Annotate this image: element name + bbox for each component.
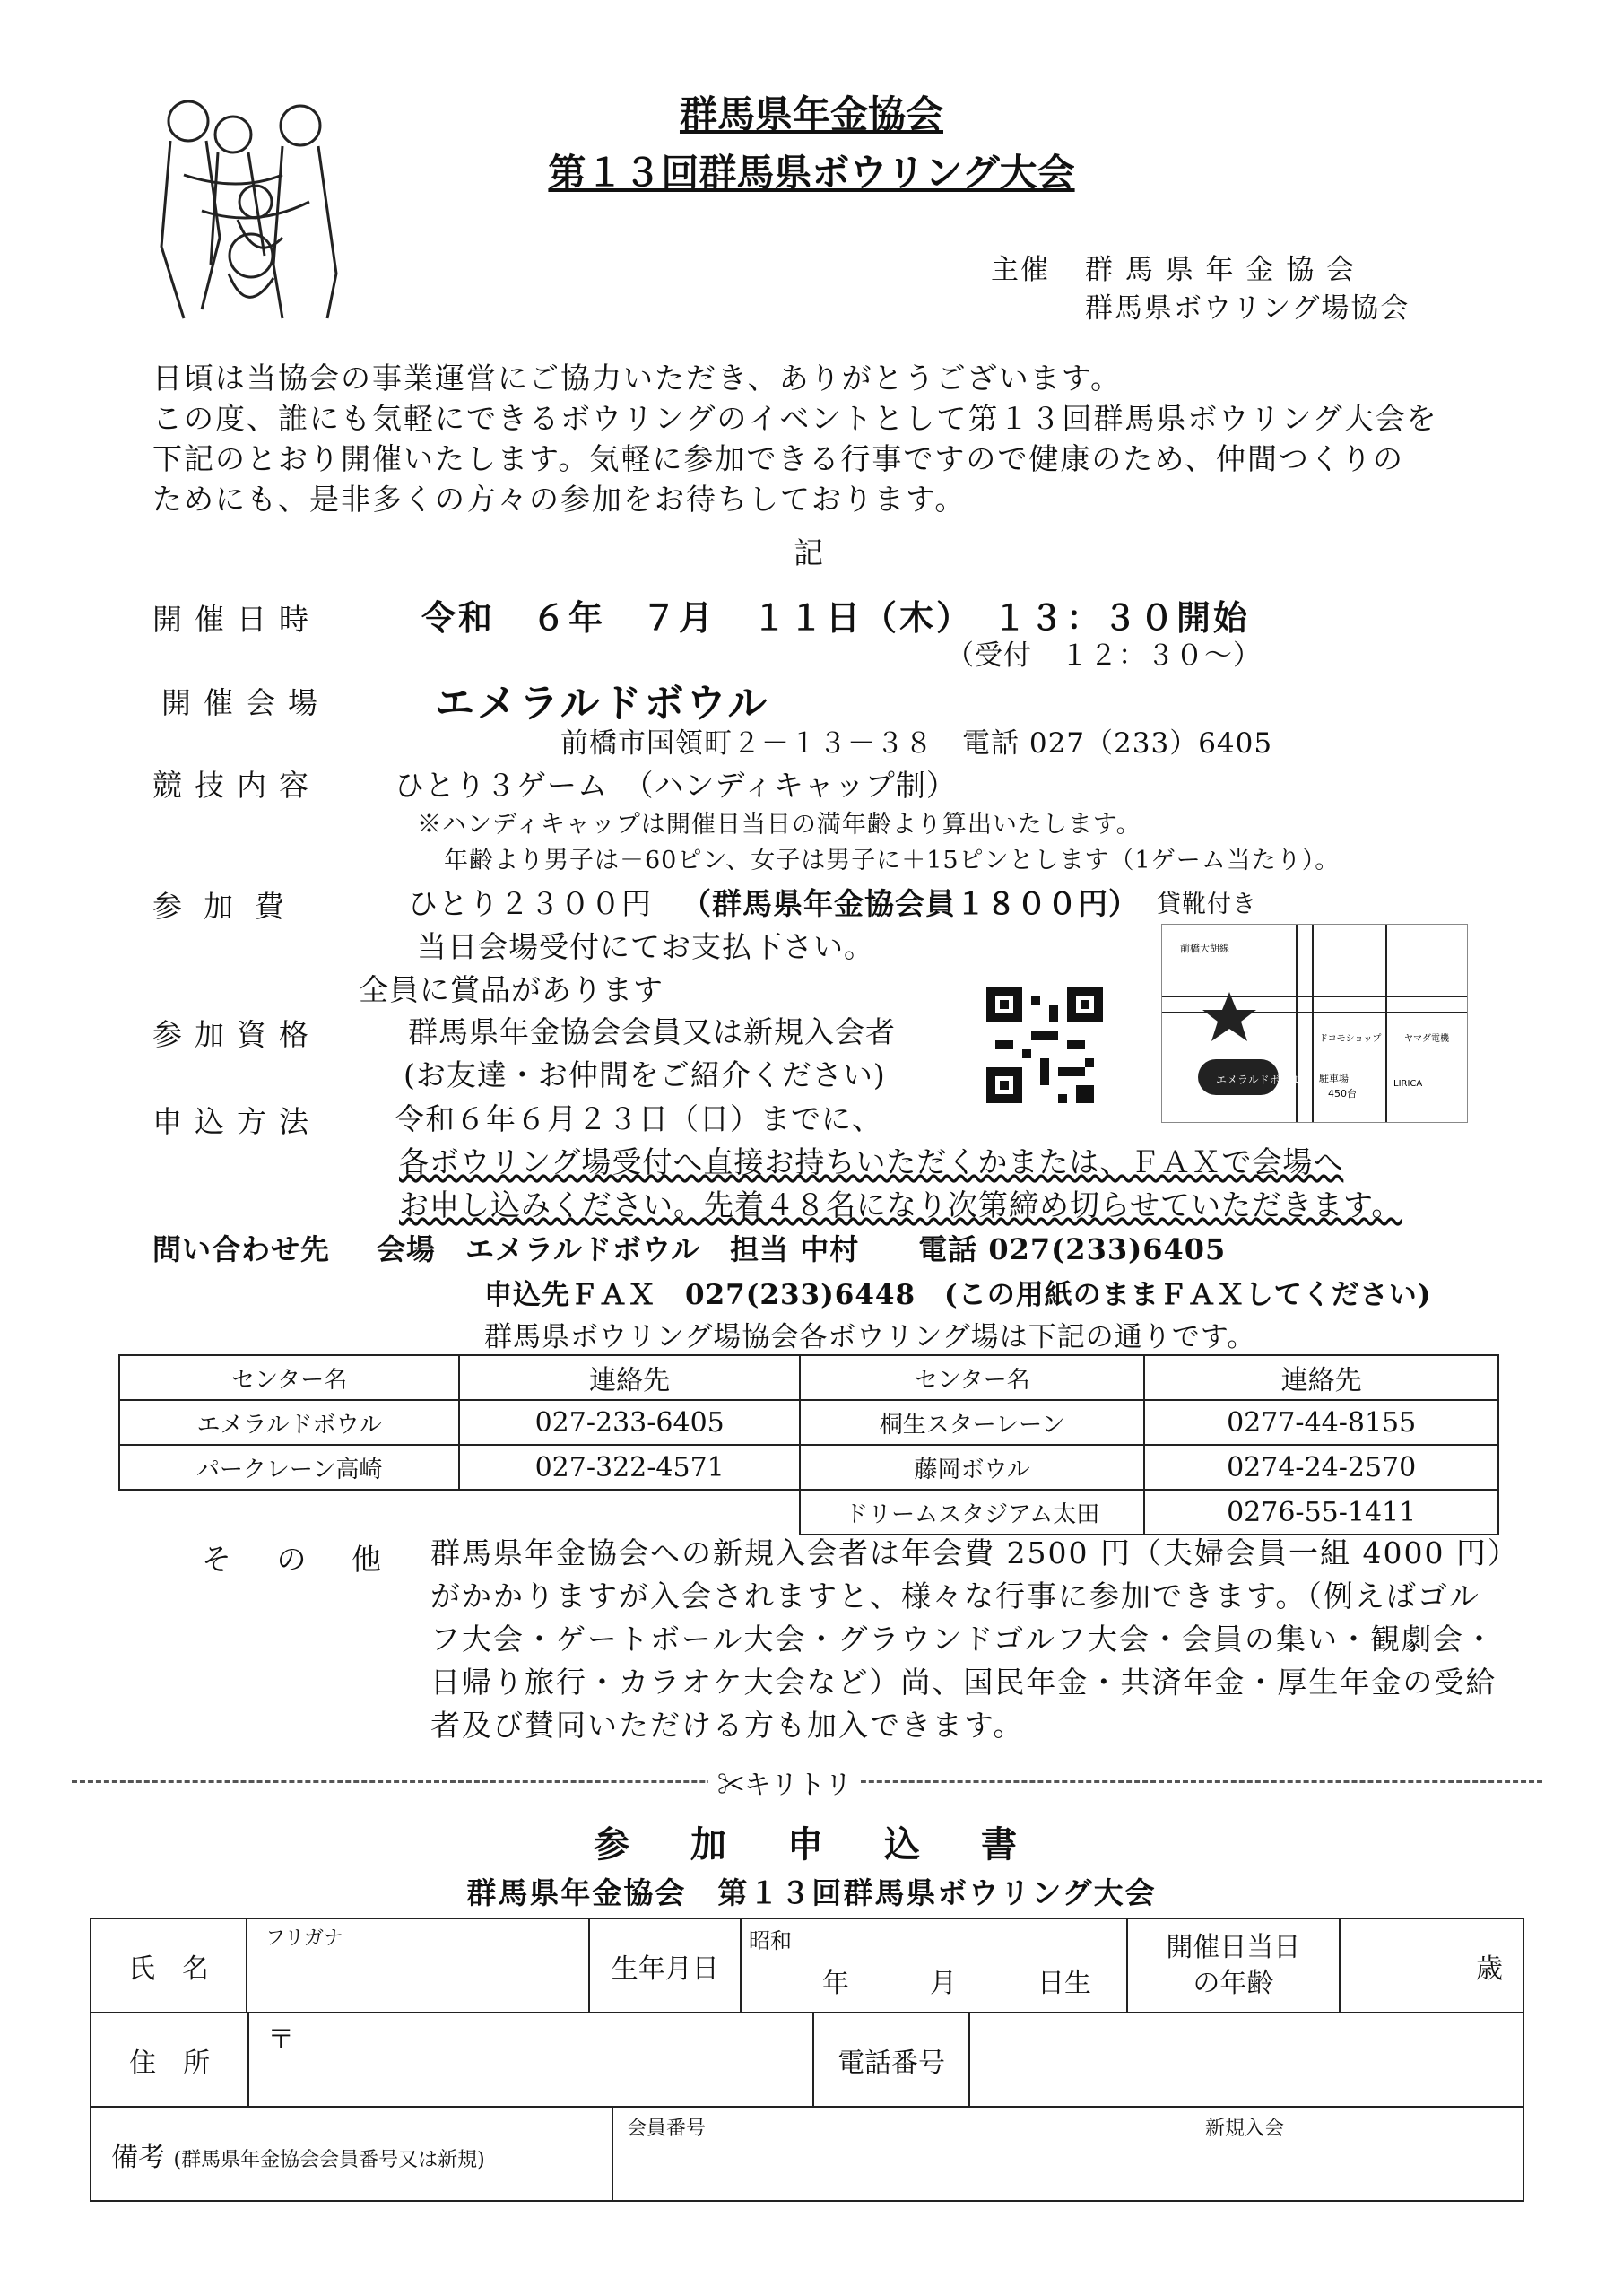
center-name: ドリームスタジアム太田 [800,1490,1144,1535]
apply-deadline: 令和６年６月２３日（日）までに、 [395,1101,882,1136]
remarks-field[interactable] [612,2107,1523,2201]
center-phone: 0277-44-8155 [1144,1400,1498,1445]
other-line-5: 者及び賛同いただける方も加入できます。 [430,1708,1025,1743]
center-name: 藤岡ボウル [800,1445,1144,1490]
center-phone: 027-322-4571 [459,1445,800,1490]
apply-line-2: 各ボウリング場受付へ直接お持ちいただくかまたは、ＦＡＸで会場へ [399,1144,1344,1179]
center-phone: 0276-55-1411 [1144,1490,1498,1535]
name-label: 氏 名 [91,1918,247,2013]
phone-label: 電話番号 [813,2013,969,2107]
application-form-row3 [90,2106,1524,2202]
table-row [119,1445,1498,1490]
age-field[interactable] [1340,1918,1523,2013]
handicap-note-1: ※ハンディキャップは開催日当日の満年齢より算出いたします。 [417,811,1141,839]
era-label: 昭和 [748,1928,792,1953]
fee-payment: 当日会場受付にてお支払下さい。 [417,929,874,964]
date-value: 令和 ６年 ７月 １１日（木） １３：３０開始 [421,597,1251,638]
apply-label: 申込方法 [152,1104,321,1139]
page-title-line2: 第１３回群馬県ボウリング大会 [548,151,1075,195]
address-field[interactable] [248,2013,813,2107]
map-label-lirica: LIRICA [1393,1079,1423,1089]
intro-line-1: 日頃は当協会の事業運営にご協力いただき、ありがとうございます。 [152,361,1123,396]
qr-code [986,987,1103,1103]
name-field[interactable] [247,1918,589,2013]
center-name: パークレーン高崎 [119,1445,459,1490]
empty-cell [119,1490,459,1535]
organizer-label: 主催 [991,254,1050,286]
fee-value-b: （群馬県年金協会員１８００円） [681,886,1139,921]
organizer-2: 群馬県ボウリング場協会 [1085,292,1410,325]
cut-label: ✂キリトリ [708,1762,861,1802]
birth-field[interactable] [741,1918,1127,2013]
center-phone: 027-233-6405 [459,1400,800,1445]
intro-line-2: この度、誰にも気軽にできるボウリングのイベントとして第１３回群馬県ボウリング大会を [152,401,1438,436]
map-label-parking: 駐車場 [1319,1073,1349,1084]
other-line-2: がかかりますが入会されますと、様々な行事に参加できます。（例えばゴル [430,1578,1480,1613]
age-unit: 歳 [1476,1952,1503,1985]
furigana-label: フリガナ [265,1927,344,1950]
map-label-docomo: ドコモショップ [1319,1034,1382,1044]
fee-value-a: ひとり２３００円 [408,886,652,921]
form-subtitle: 群馬県年金協会 第１３回群馬県ボウリング大会 [466,1875,1157,1910]
fax-line: 申込先ＦＡＸ 027(233)6448 (この用紙のままＦＡＸしてください) [484,1279,1432,1311]
date-label: 開催日時 [152,602,321,637]
header-center-name-2: センター名 [800,1355,1144,1400]
map-label-capacity: 450台 [1328,1088,1357,1100]
phone-field[interactable] [969,2013,1523,2107]
handicap-note-2: 年齢より男子は－60ピン、女子は男子に＋15ピンとします（1ゲーム当たり）。 [444,847,1341,874]
eligibility-value: 群馬県年金協会会員又は新規入会者 [408,1014,896,1049]
apply-line-3: お申し込みください。先着４８名になり次第締め切らせていただきます。 [399,1187,1402,1222]
intro-line-4: ためにも、是非多くの方々の参加をお待ちしております。 [152,482,967,517]
age-label: 開催日当日 の年齢 [1127,1918,1340,2013]
remarks-label-cell [91,2107,612,2201]
application-form [90,1918,1524,2013]
form-title: 参 加 申 込 書 [594,1823,1029,1866]
postal-mark: 〒 [267,2024,295,2056]
map-label-yamada: ヤマダ電機 [1404,1034,1449,1044]
map-label-venue: エメラルドボウル [1216,1074,1302,1086]
content-value: ひとり３ゲーム （ハンディキャップ制） [395,768,957,803]
centers-table [118,1354,1499,1535]
other-line-3: フ大会・ゲートボール大会・グラウンドゴルフ大会・会員の集い・観劇会・ [430,1622,1497,1657]
table-header-row [119,1355,1498,1400]
birth-label: 生年月日 [589,1918,741,2013]
page-title-line1: 群馬県年金協会 [679,92,943,136]
header-contact: 連絡先 [459,1355,800,1400]
eligibility-label: 参加資格 [152,1017,321,1052]
venue-label: 開催会場 [161,685,330,720]
contact-label: 問い合わせ先 [152,1232,331,1266]
application-form-row2 [90,2012,1524,2108]
venue-map [1161,924,1468,1123]
center-name: 桐生スターレーン [800,1400,1144,1445]
remarks-label: 備考 [111,2141,165,2173]
member-number-label: 会員番号 [626,2118,706,2140]
center-name: エメラルドボウル [119,1400,459,1445]
empty-cell [459,1490,800,1535]
center-phone: 0274-24-2570 [1144,1445,1498,1490]
header-center-name: センター名 [119,1355,459,1400]
intro-line-3: 下記のとおり開催いたします。気軽に参加できる行事ですので健康のため、仲間つくりの [152,441,1405,476]
other-line-4: 日帰り旅行・カラオケ大会など）尚、国民年金・共済年金・厚生年金の受給 [430,1665,1497,1700]
venue-address: 前橋市国領町２－１３－３８ 電話 027（233）6405 [560,727,1273,760]
table-row [119,1490,1498,1535]
new-member-label: 新規入会 [1204,2118,1284,2140]
fee-label: 参加費 [152,889,306,924]
venue-name: エメラルドボウル [435,681,770,726]
address-label: 住 所 [91,2013,248,2107]
centers-intro: 群馬県ボウリング場協会各ボウリング場は下記の通りです。 [484,1321,1256,1353]
birth-format: 年 月 日生 [821,1968,1091,1999]
content-label: 競技内容 [152,768,321,803]
contact-value: 会場 エメラルドボウル 担当 中村 電話 027(233)6405 [377,1232,1227,1266]
other-label: そ の 他 [202,1542,399,1577]
other-line-1: 群馬県年金協会への新規入会者は年会費 2500 円（夫婦会員一組 4000 円） [430,1535,1519,1570]
header-contact-2: 連絡先 [1144,1355,1498,1400]
table-row [119,1400,1498,1445]
organizer-1: 群 馬 県 年 金 協 会 [1085,254,1357,286]
reception-time: （受付 １２：３０～） [946,639,1262,672]
prize-note: 全員に賞品があります [359,972,664,1007]
fee-value-c: 貸靴付き [1157,891,1257,918]
ki-mark: 記 [794,535,825,570]
remarks-note: (群馬県年金協会会員番号又は新規) [173,2148,485,2171]
map-label-road: 前橋大胡線 [1180,943,1229,954]
eligibility-note: (お友達・お仲間をご紹介ください) [404,1057,886,1092]
